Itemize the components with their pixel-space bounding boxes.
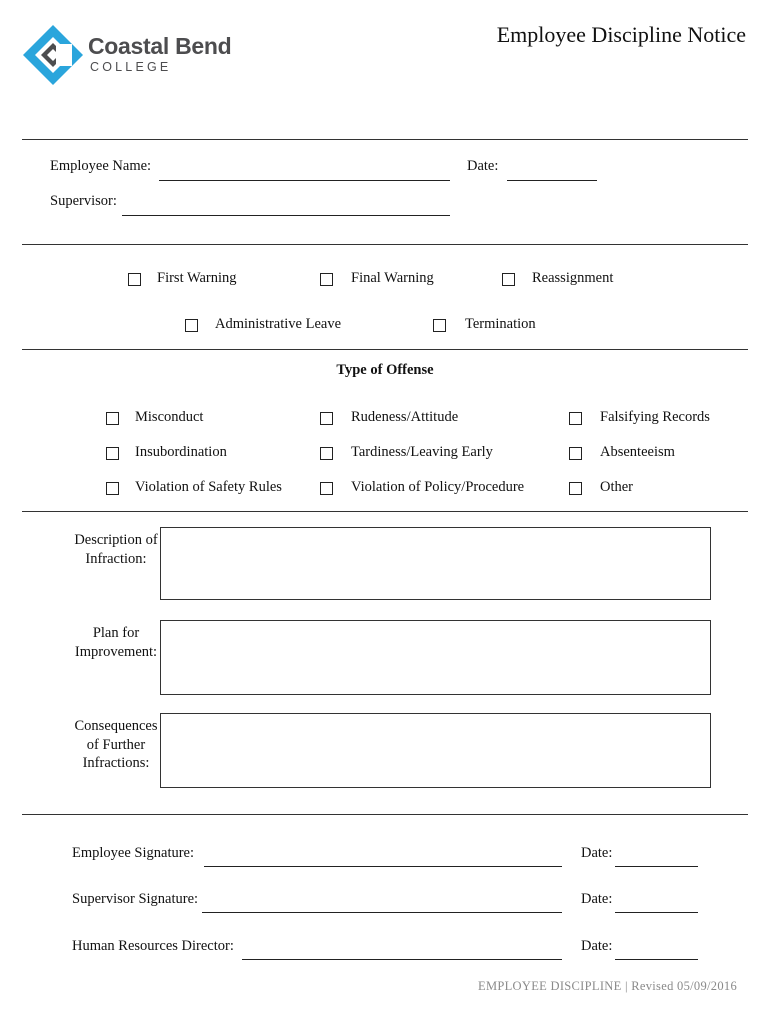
insubordination-checkbox[interactable] [106, 447, 119, 460]
employee-signature-field[interactable] [204, 866, 562, 867]
tardiness-label: Tardiness/Leaving Early [351, 444, 493, 460]
footer-separator: | [625, 979, 628, 993]
supervisor-field[interactable] [122, 215, 450, 216]
misconduct-checkbox[interactable] [106, 412, 119, 425]
reassignment-label: Reassignment [532, 270, 614, 286]
supervisor-signature-date-label: Date: [581, 891, 613, 907]
hr-signature-date-field[interactable] [615, 959, 698, 960]
footer-revision: Revised 05/09/2016 [631, 979, 737, 993]
tardiness-checkbox[interactable] [320, 447, 333, 460]
employee-signature-date-field[interactable] [615, 866, 698, 867]
safety-checkbox[interactable] [106, 482, 119, 495]
insubordination-label: Insubordination [135, 444, 227, 460]
date-field[interactable] [507, 180, 597, 181]
misconduct-label: Misconduct [135, 409, 204, 425]
description-textarea[interactable] [160, 527, 711, 600]
footer [478, 979, 737, 994]
divider [22, 244, 748, 245]
hr-signature-date-label: Date: [581, 938, 613, 954]
policy-checkbox[interactable] [320, 482, 333, 495]
termination-label: Termination [465, 316, 536, 332]
absenteeism-label: Absenteeism [600, 444, 675, 460]
first-warning-checkbox[interactable] [128, 273, 141, 286]
offense-heading: Type of Offense [336, 362, 434, 378]
logo-subtitle: COLLEGE [90, 60, 172, 74]
employee-name-field[interactable] [159, 180, 450, 181]
falsifying-checkbox[interactable] [569, 412, 582, 425]
safety-label: Violation of Safety Rules [135, 479, 282, 495]
other-checkbox[interactable] [569, 482, 582, 495]
footer-title: EMPLOYEE DISCIPLINE [478, 979, 622, 993]
divider [22, 139, 748, 140]
other-label: Other [600, 479, 634, 495]
policy-label: Violation of Policy/Procedure [351, 479, 525, 495]
supervisor-signature-label: Supervisor Signature: [72, 891, 199, 907]
administrative-leave-checkbox[interactable] [185, 319, 198, 332]
falsifying-label: Falsifying Records [600, 409, 710, 425]
consequences-textarea[interactable] [160, 713, 711, 788]
administrative-leave-label: Administrative Leave [215, 316, 342, 332]
hr-signature-field[interactable] [242, 959, 562, 960]
supervisor-signature-date-field[interactable] [615, 912, 698, 913]
divider [22, 511, 748, 512]
diamond-logo-icon [22, 24, 84, 86]
consequences-label: Consequences of Further Infractions: [74, 718, 158, 771]
divider [22, 814, 748, 815]
rudeness-label: Rudeness/Attitude [351, 409, 459, 425]
date-label: Date: [467, 158, 499, 174]
supervisor-label: Supervisor: [50, 193, 117, 209]
page-title: Employee Discipline Notice [496, 22, 746, 47]
supervisor-signature-field[interactable] [202, 912, 562, 913]
logo-name: Coastal Bend [88, 33, 232, 59]
reassignment-checkbox[interactable] [502, 273, 515, 286]
first-warning-label: First Warning [157, 270, 237, 286]
plan-textarea[interactable] [160, 620, 711, 695]
employee-signature-date-label: Date: [581, 845, 613, 861]
final-warning-checkbox[interactable] [320, 273, 333, 286]
absenteeism-checkbox[interactable] [569, 447, 582, 460]
rudeness-checkbox[interactable] [320, 412, 333, 425]
termination-checkbox[interactable] [433, 319, 446, 332]
employee-signature-label: Employee Signature: [72, 845, 195, 861]
employee-name-label: Employee Name: [50, 158, 152, 174]
description-label: Description of Infraction: [74, 532, 158, 567]
final-warning-label: Final Warning [351, 270, 434, 286]
divider [22, 349, 748, 350]
college-logo [22, 24, 232, 86]
plan-label: Plan for Improvement: [74, 625, 158, 660]
hr-signature-label: Human Resources Director: [72, 938, 234, 954]
